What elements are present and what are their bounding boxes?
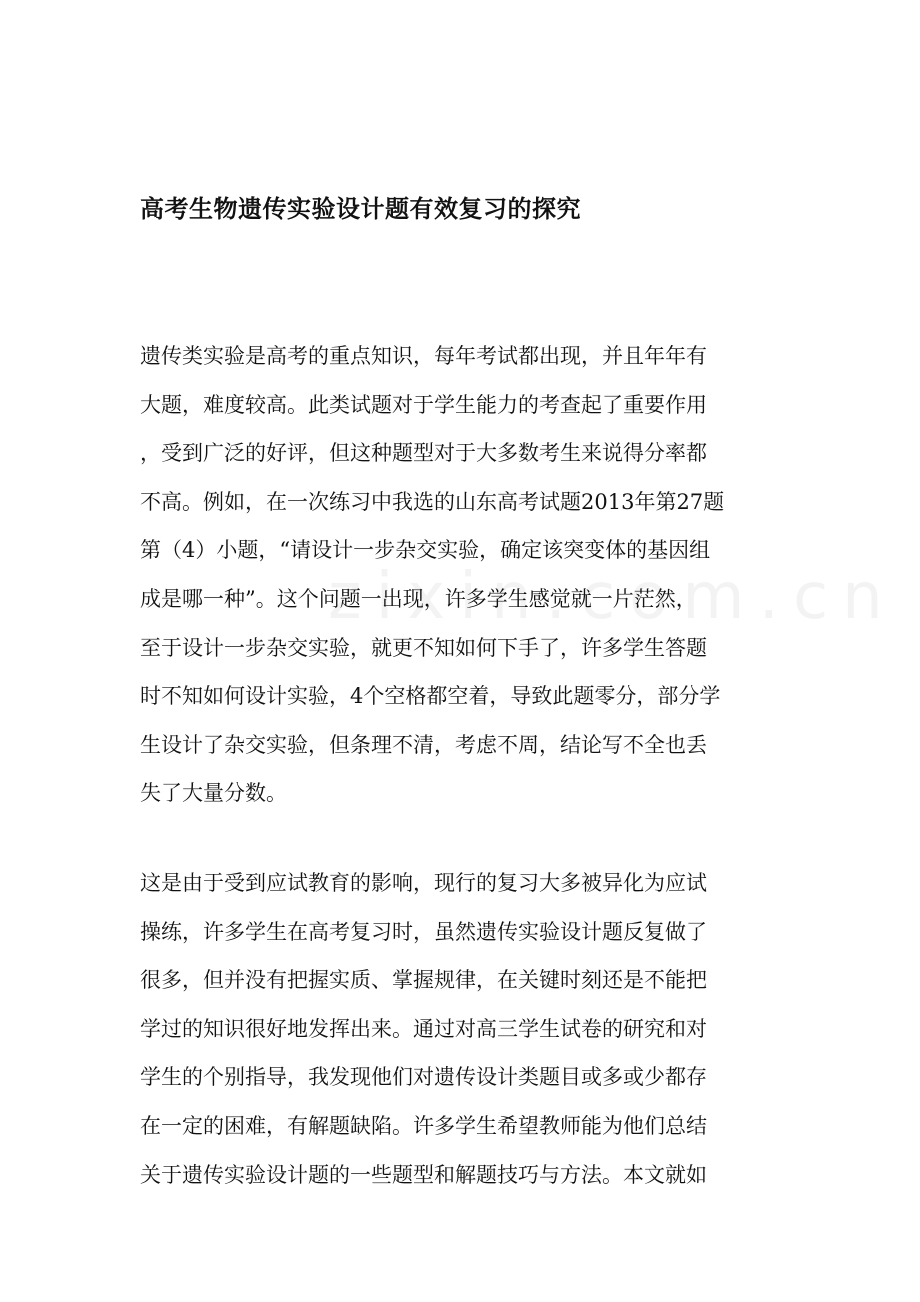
paragraph-line: 第（4）小题，“请设计一步杂交实验，确定该突变体的基因组 — [140, 538, 711, 563]
paragraph-line: 遗传类实验是高考的重点知识，每年考试都出现，并且年年有 — [140, 344, 707, 368]
paragraph-line: 在一定的困难，有解题缺陷。许多学生希望教师能为他们总结 — [140, 1113, 707, 1138]
paragraph-line: 很多，但并没有把握实质、掌握规律，在关键时刻还是不能把 — [140, 968, 707, 993]
paragraph-line: 这是由于受到应试教育的影响，现行的复习大多被异化为应试 — [140, 871, 707, 895]
paragraph-line: 时不知如何设计实验，4个空格都空着，导致此题零分，部分学 — [140, 684, 721, 709]
paragraph-line: 学过的知识很好地发挥出来。通过对高三学生试卷的研究和对 — [140, 1016, 707, 1041]
paragraph-line: 学生的个别指导，我发现他们对遗传设计类题目或多或少都存 — [140, 1065, 707, 1090]
paragraph-2 — [140, 859, 790, 1199]
paragraph-line: 失了大量分数。 — [140, 781, 287, 806]
paragraph-line: 操练，许多学生在高考复习时，虽然遗传实验设计题反复做了 — [140, 919, 707, 944]
paragraph-line: 关于遗传实验设计题的一些题型和解题技巧与方法。本文就如 — [140, 1162, 707, 1187]
paragraph-line: ，受到广泛的好评，但这种题型对于大多数考生来说得分率都 — [140, 441, 707, 466]
paragraph-line: 大题，难度较高。此类试题对于学生能力的考查起了重要作用 — [140, 392, 707, 417]
paragraph-line: 不高。例如，在一次练习中我选的山东高考试题2013年第27题 — [140, 489, 725, 514]
paragraph-line: 至于设计一步杂交实验，就更不知如何下手了，许多学生答题 — [140, 635, 707, 660]
paragraph-line: 生设计了杂交实验，但条理不清，考虑不周，结论写不全也丢 — [140, 732, 707, 757]
paragraph-line: 成是哪一种”。这个问题一出现，许多学生感觉就一片茫然， — [140, 586, 697, 611]
page-title: 高考生物遗传实验设计题有效复习的探究 — [140, 194, 581, 223]
paragraph-1 — [140, 332, 790, 818]
